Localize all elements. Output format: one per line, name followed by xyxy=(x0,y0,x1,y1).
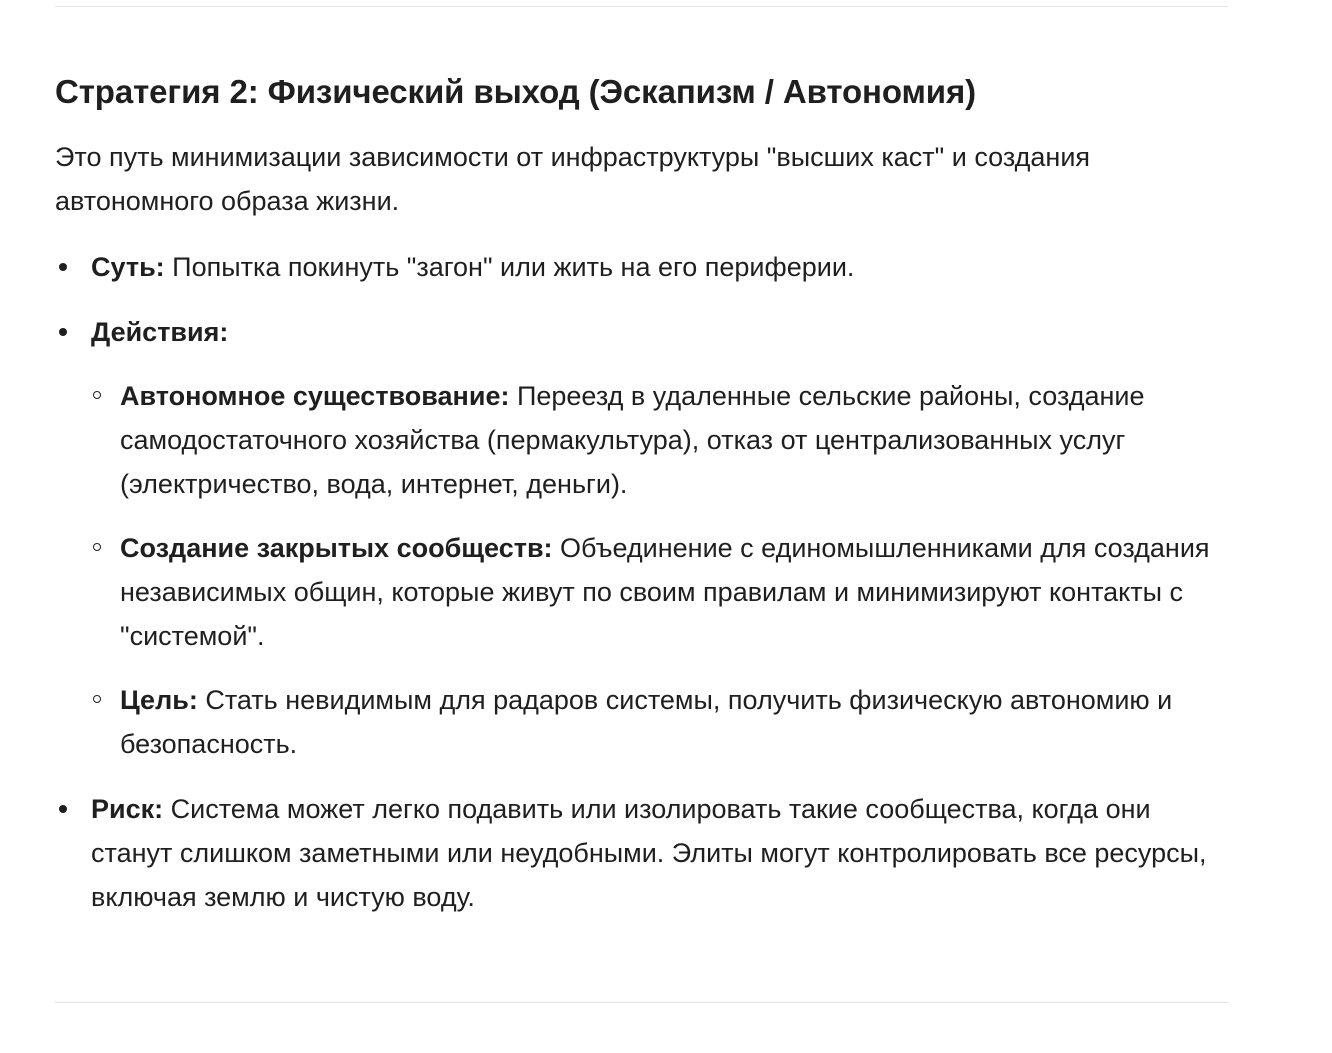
top-divider xyxy=(55,6,1228,7)
subitem-label: Создание закрытых сообществ: xyxy=(120,533,553,563)
item-label: Суть: xyxy=(91,252,165,282)
bullet-icon xyxy=(59,328,67,336)
bullet-icon xyxy=(59,263,67,271)
list-item-risk xyxy=(55,787,1235,919)
actions-sublist xyxy=(91,374,1235,766)
item-text: Попытка покинуть "загон" или жить на его периферии. xyxy=(164,252,855,282)
intro-paragraph: Это путь минимизации зависимости от инфраструктуры "высших каст" и создания автономного образа жизни. xyxy=(55,142,1091,216)
sublist-item-autonomous-living xyxy=(91,374,1235,506)
strategy-list xyxy=(55,245,1235,919)
document-section xyxy=(55,70,1235,940)
sublist-item-goal xyxy=(91,678,1235,766)
bottom-divider xyxy=(55,1002,1228,1003)
subitem-label: Цель: xyxy=(120,685,198,715)
item-label: Действия: xyxy=(91,317,229,347)
bullet-icon xyxy=(59,805,67,813)
item-label: Риск: xyxy=(91,794,164,824)
sublist-item-closed-communities xyxy=(91,526,1235,658)
hollow-bullet-icon xyxy=(93,543,101,551)
subitem-text: Стать невидимым для радаров системы, получить физическую автономию и безопасность. xyxy=(120,685,1173,759)
subitem-text: Объединение с единомышленниками для создания независимых общин, которые живут по своим правилам и минимизируют контакты с "системой". xyxy=(120,533,1210,651)
hollow-bullet-icon xyxy=(93,695,101,703)
subitem-label: Автономное существование: xyxy=(120,381,510,411)
list-item-actions xyxy=(55,310,1235,766)
section-heading: Стратегия 2: Физический выход (Эскапизм / Автономия) xyxy=(55,73,977,110)
item-text: Система может легко подавить или изолировать такие сообщества, когда они станут слишком заметными или неудобными. Элиты могут контролировать все ресурсы, включая землю и чистую воду. xyxy=(91,794,1207,912)
hollow-bullet-icon xyxy=(93,391,101,399)
subitem-text: Переезд в удаленные сельские районы, создание самодостаточного хозяйства (пермакультура), отказ от централизованных услуг (электричество, вода, интернет, деньги). xyxy=(120,381,1145,499)
list-item-essence xyxy=(55,245,1235,289)
